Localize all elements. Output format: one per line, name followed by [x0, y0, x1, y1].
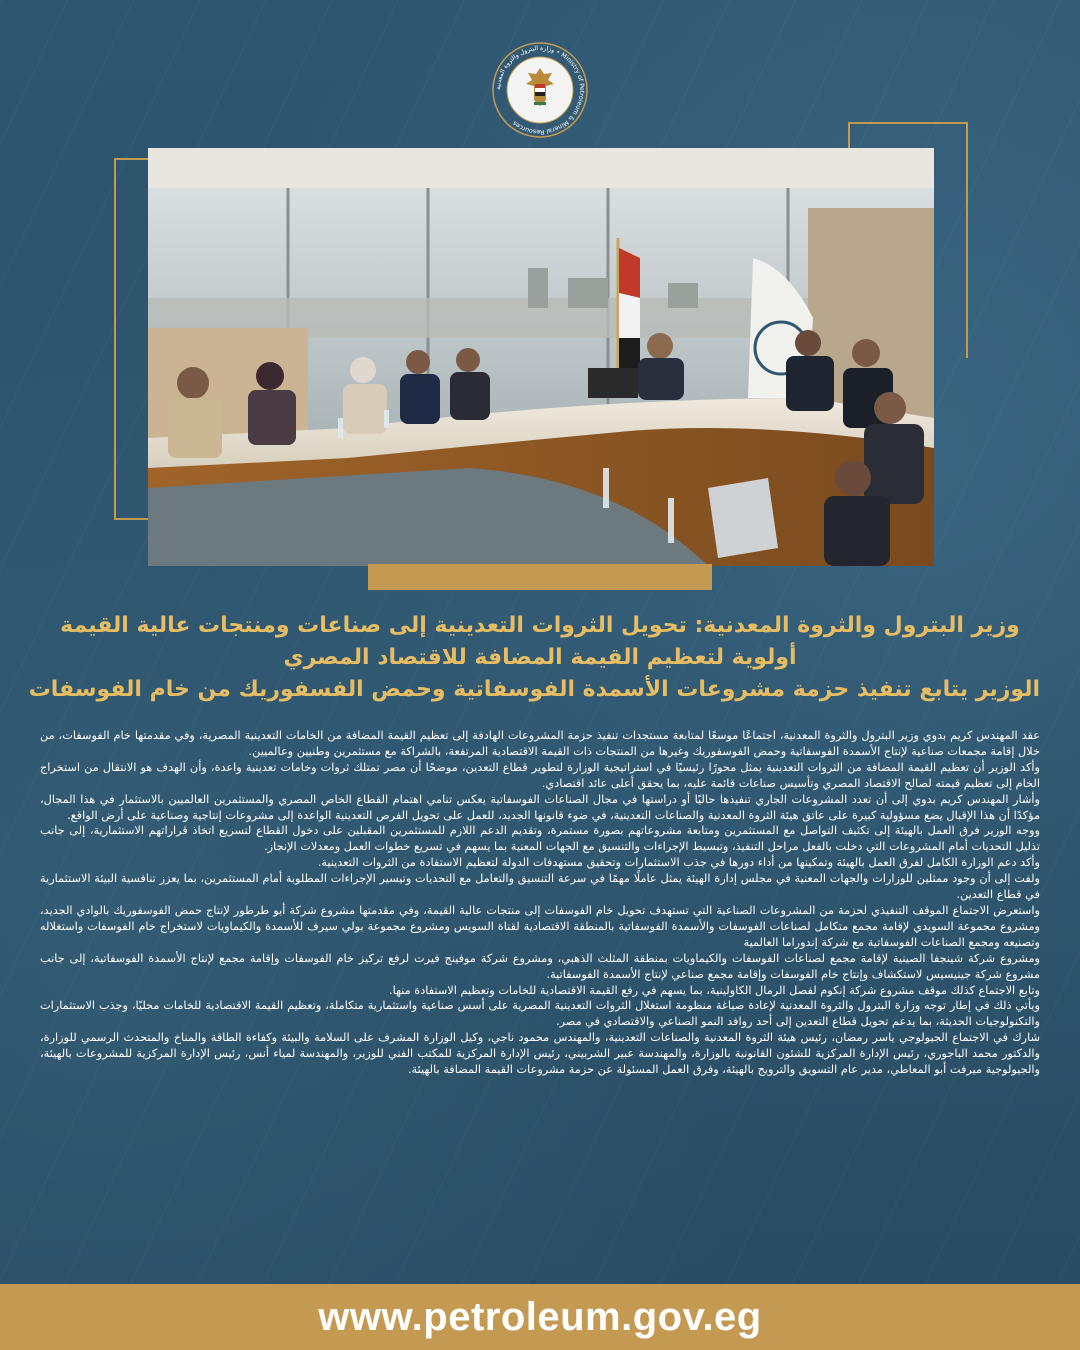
photo-gold-accent-bar	[368, 564, 712, 590]
body-paragraph: وأشار المهندس كريم بدوي إلى أن تعدد المشروعات الجاري تنفيذها حاليًا أو دراستها في مجال الصناعات الفوسفاتية يعكس تنامي اهتمام القطاع الخاص المصري والمستثمرين العالميين بالاستثمار في هذا المجال، مؤكدًا أن هذا الإقبال يضع مسؤولية كبيرة على عاتق هيئة الثروة المعدنية والصناعات التعدينية، في ضوء قانونها الجديد، للعمل على تحويل الفرص التعدينية الواعدة إلى مشروعات إنتاجية وصناعية على أرض الواقع.	[40, 792, 1040, 822]
body-paragraph: شارك في الاجتماع الجيولوجي ياسر رمضان، رئيس هيئة الثروة المعدنية والصناعات التعدينية، والمهندس محمود ناجي، وكيل الوزارة المشرف على السلامة والبيئة وكفاءة الطاقة والمناخ والمتحدث الرسمي للوزارة، والدكتور محمد الباجوري، رئيس الإدارة المركزية للشئون القانونية بالوزارة، والمهندسة عبير الشربيني، رئيس الإدارة المركزية للمكتب الفني للوزير، والمهندسة لمياء أنس، رئيس الإدارة المركزية للمشروعات بالهيئة، والجيولوجية ميرفت أبو المعاطي، مدير عام التسويق والترويج بالهيئة، وفرق العمل المسئولة عن حزمة مشروعات القيمة المضافة بالهيئة.	[40, 1031, 1040, 1077]
footer-bar	[0, 1284, 1080, 1350]
meeting-photo	[148, 148, 934, 566]
body-paragraph: واستعرض الاجتماع الموقف التنفيذي لحزمة من المشروعات الصناعية التي تستهدف تحويل خام الفوسفات إلى منتجات عالية القيمة، وفي مقدمتها مشروع شركة أبو طرطور لإنتاج حمض الفوسفوريك بالوادي الجديد، ومشروع مجموعة السويدي لإقامة مجمع متكامل لصناعات الفوسفات والأسمدة الفوسفاتية بالمنطقة الاقتصادية لقناة السويس ومشروع مجموعة بولي سيرف للأسمدة والكيماويات لاستخراج خام الفوسفات واستغلاله وتصنيعه ومجمع الصناعات الفوسفاتية مع شركة إندوراما العالمية	[40, 903, 1040, 949]
headline-line-1: وزير البترول والثروة المعدنية: تحويل الثروات التعدينية إلى صناعات ومنتجات عالية القيمة	[60, 613, 1020, 638]
website-url[interactable]: www.petroleum.gov.eg	[318, 1294, 762, 1339]
headline-line-3: الوزير يتابع تنفيذ حزمة مشروعات الأسمدة الفوسفاتية وحمض الفسفوريك من خام الفوسفات	[28, 677, 1040, 702]
frame-left-vertical	[114, 158, 116, 518]
logo-ring-text: وزارة البترول والثروة المعدنية • Ministry of Petroleum & Mineral Resources	[494, 44, 586, 136]
frame-right-top	[848, 122, 968, 124]
headline	[28, 610, 1040, 706]
body-paragraph: عقد المهندس كريم بدوي وزير البترول والثروة المعدنية، اجتماعًا موسعًا لمتابعة مستجدات تنفيذ حزمة المشروعات الهادفة إلى تعظيم القيمة المضافة من الخامات التعدينية المصرية، وفي مقدمتها خام الفوسفات، من خلال إقامة مجمعات صناعية لإنتاج الأسمدة الفوسفاتية وحمض الفوسفوريك وغيرها من المنتجات ذات القيمة الاقتصادية المرتفعة، بالشراكة مع مستثمرين وطنيين وعالميين.	[40, 729, 1040, 758]
body-paragraph: وتابع الاجتماع كذلك موقف مشروع شركة إنكوم لفصل الرمال الكاولينية، بما يسهم في رفع القيمة الاقتصادية للخامات وتعظيم الاستفادة منها.	[389, 983, 1040, 997]
egypt-flag-icon	[618, 238, 640, 388]
body-paragraph: ووجه الوزير فرق العمل بالهيئة إلى تكثيف التواصل مع المستثمرين ومتابعة مشروعاتهم بصورة مستمرة، وتقديم الدعم اللازم للمستثمرين المقبلين على دخول القطاع لتسريع اتخاذ قراراتهم الاستثمارية، إلى جانب تذليل التحديات أمام المشروعات التي دخلت بالفعل مراحل التنفيذ، وتبسيط الإجراءات والتنسيق مع الجهات المعنية بما يسهم في تسريع خطوات العمل ومعدلات الإنجاز.	[40, 824, 1040, 854]
meeting-photo-illustration	[148, 148, 934, 566]
body-paragraph: وأكد دعم الوزارة الكامل لفرق العمل بالهيئة وتمكينها من أداء دورها في جذب الاستثمارات وتحقيق مستهدفات الدولة لتعظيم الاستفادة من الثروات التعدينية.	[317, 856, 1040, 870]
body-paragraph: وأكد الوزير أن تعظيم القيمة المضافة من الثروات التعدينية يمثل محورًا رئيسيًا في استراتيجية الوزارة لتطوير قطاع التعدين، موضحًا أن مصر تمتلك ثروات وخامات تعدينية واعدة، وأن الهدف هو الانتقال من استخراج الخام إلى تعظيم قيمته لصالح الاقتصاد المصري وتأسيس صناعات قائمة عليه، بما يحقق أعلى عائد اقتصادي.	[40, 760, 1040, 790]
frame-right-vertical	[966, 122, 968, 358]
body-paragraph: ولفت إلى أن وجود ممثلين للوزارات والجهات المعنية في مجلس إدارة الهيئة يمثل عاملًا مهمًا في سرعة التنسيق والتعامل مع التحديات وتيسير الإجراءات المطلوبة أمام المستثمرين، بما يعزز تنافسية البيئة الاستثمارية في قطاع التعدين.	[40, 872, 1040, 902]
headline-line-2: أولوية لتعظيم القيمة المضافة للاقتصاد المصري	[283, 645, 797, 670]
frame-left-top	[114, 158, 148, 160]
frame-left-bottom	[114, 518, 148, 520]
ministry-logo	[490, 40, 590, 140]
frame-right-stub	[848, 122, 850, 148]
body-paragraph: ويأتي ذلك في إطار توجه وزارة البترول والثروة المعدنية لإعادة صياغة منظومة استغلال الثروات التعدينية المصرية على أسس صناعية واستثمارية متكاملة، وتعظيم القيمة الاقتصادية للخامات محليًا، وجذب الاستثمارات والتكنولوجيات الحديثة، بما يدعم تحويل قطاع التعدين إلى أحد روافد النمو الصناعي والاقتصادي في مصر.	[40, 999, 1040, 1029]
body-paragraph: ومشروع شركة شينجفا الصينية لإقامة مجمع لصناعات الفوسفات والكيماويات بمنطقة المثلث الذهبي، ومشروع شركة موفينج فيرت لرفع تركيز خام الفوسفات وإقامة مجمع لإنتاج الأسمدة الفوسفاتية، إلى جانب مشروع شركة جينيسيس لاستكشاف وإنتاج خام الفوسفات وإقامة مجمع صناعي لإنتاج الأسمدة الفوسفاتية.	[40, 951, 1040, 981]
article-body	[40, 728, 1040, 1272]
